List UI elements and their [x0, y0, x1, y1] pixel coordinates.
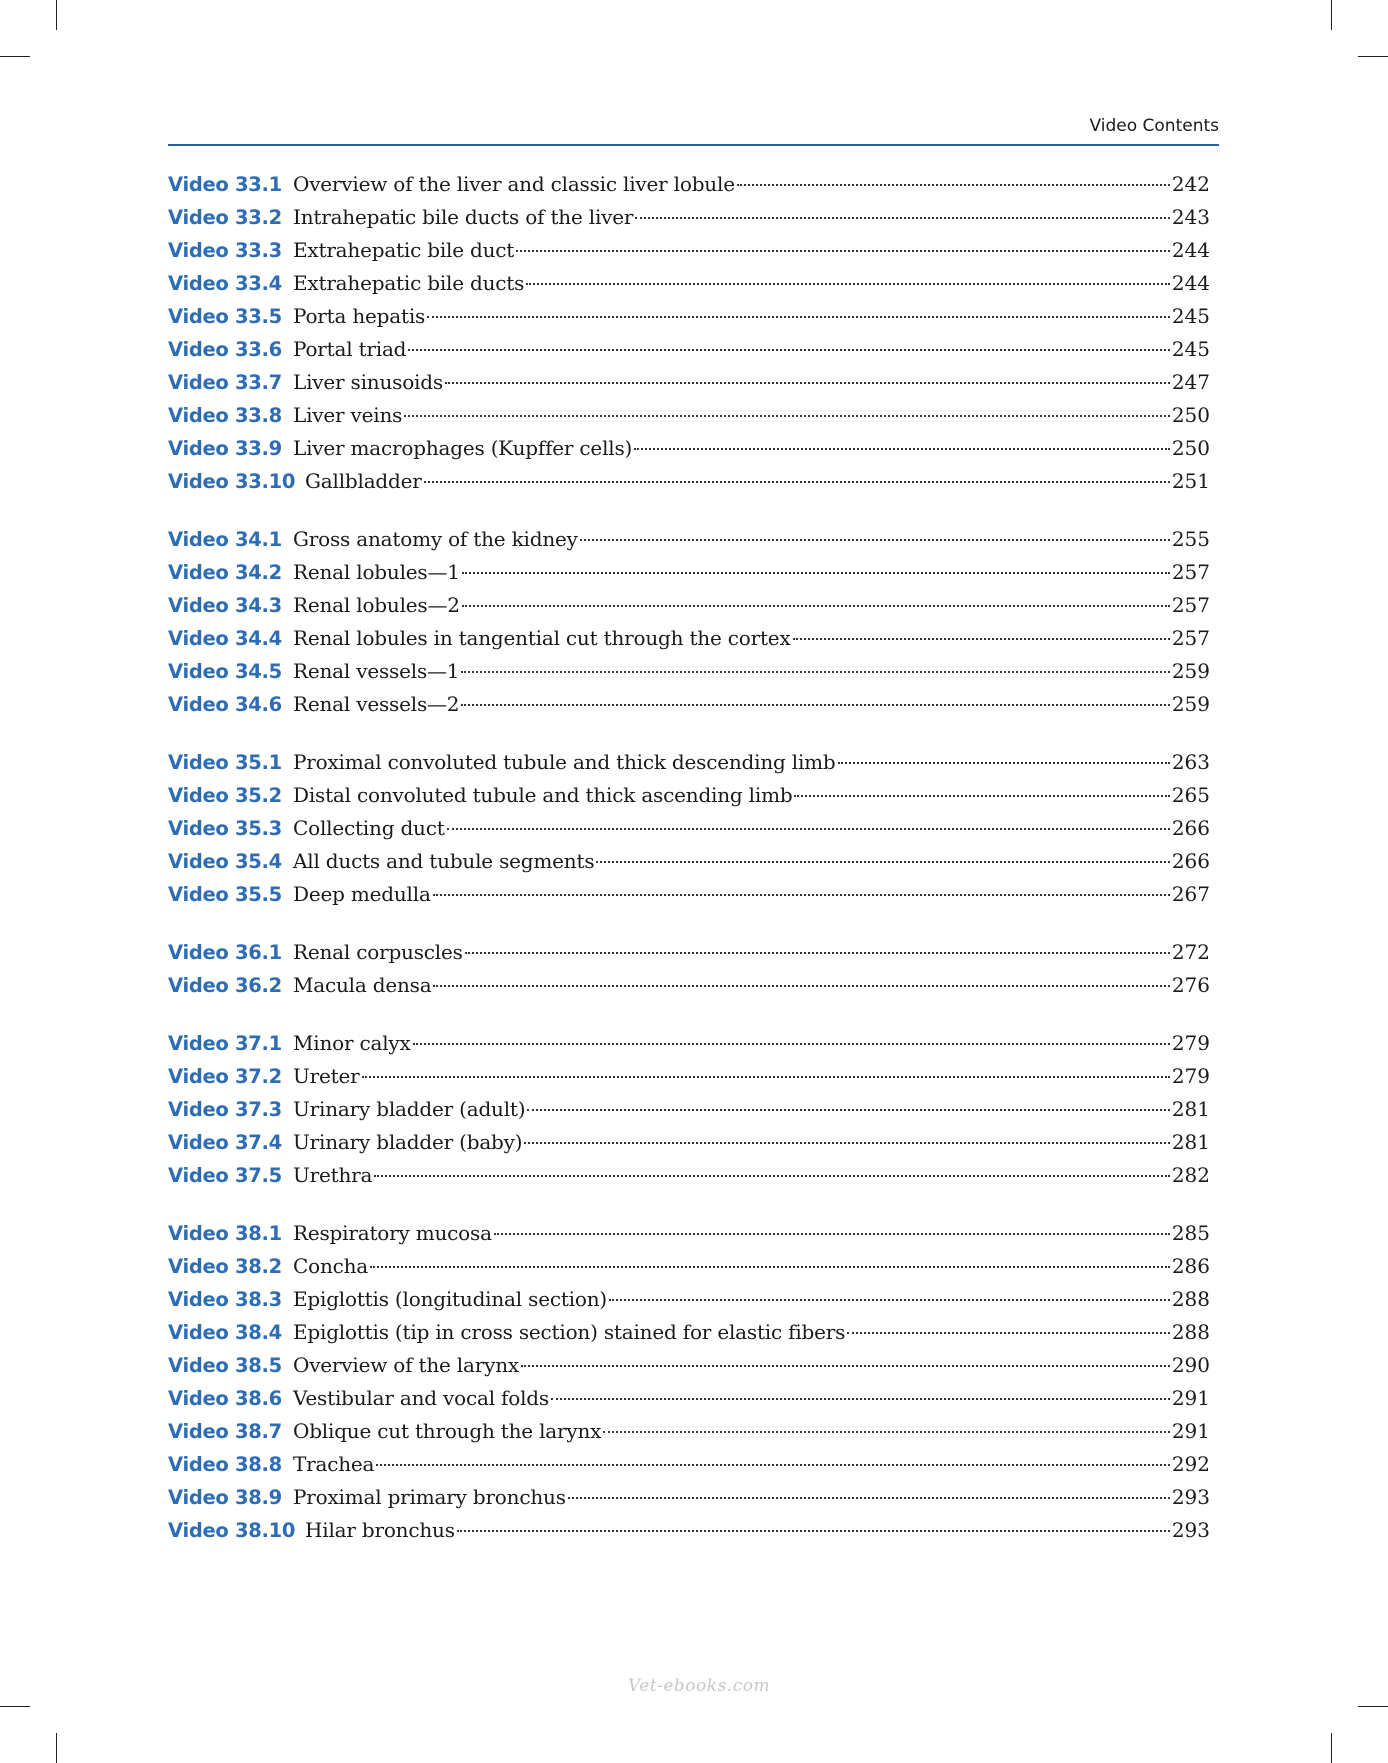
page-number: 257: [1171, 626, 1210, 650]
video-title: Renal lobules in tangential cut through the cortex: [293, 626, 791, 650]
video-title: Renal corpuscles: [293, 940, 463, 964]
video-title: Concha: [293, 1254, 369, 1278]
toc-entry[interactable]: [168, 1382, 1210, 1415]
page-number: 257: [1171, 593, 1210, 617]
dot-leader: [527, 1103, 1169, 1111]
crop-mark: [56, 0, 57, 30]
dot-leader: [551, 1392, 1170, 1400]
page-number: 242: [1171, 172, 1210, 196]
dot-leader: [737, 178, 1170, 186]
page-number: 291: [1171, 1419, 1210, 1443]
video-number: Video 37.5: [168, 1164, 282, 1187]
video-number: Video 34.5: [168, 660, 282, 683]
video-title: Distal convoluted tubule and thick ascending limb: [293, 783, 793, 807]
page-number: 285: [1171, 1221, 1210, 1245]
video-number: Video 37.2: [168, 1065, 282, 1088]
video-number: Video 33.7: [168, 371, 282, 394]
header-title: Video Contents: [1089, 116, 1219, 136]
toc-entry[interactable]: [168, 333, 1210, 366]
toc-entry[interactable]: [168, 366, 1210, 399]
video-number: Video 33.3: [168, 239, 282, 262]
crop-mark: [1331, 0, 1332, 30]
video-title: Hilar bronchus: [305, 1518, 455, 1542]
dot-leader: [462, 599, 1170, 607]
video-title: Intrahepatic bile ducts of the liver: [293, 205, 634, 229]
page-number: 259: [1171, 692, 1210, 716]
dot-leader: [793, 632, 1170, 640]
dot-leader: [462, 566, 1170, 574]
video-title: Urinary bladder (baby): [293, 1130, 523, 1154]
toc-entry[interactable]: [168, 1217, 1210, 1250]
watermark-logo: Vet-ebooks.com: [628, 1676, 771, 1696]
video-number: Video 34.2: [168, 561, 282, 584]
video-title: Urinary bladder (adult): [293, 1097, 526, 1121]
toc-entry[interactable]: [168, 556, 1210, 589]
toc-entry[interactable]: [168, 779, 1210, 812]
page-number: 279: [1171, 1064, 1210, 1088]
page-number: 266: [1171, 849, 1210, 873]
toc-group: [168, 1217, 1210, 1547]
dot-leader: [838, 756, 1170, 764]
video-title: Porta hepatis: [293, 304, 426, 328]
page-number: 259: [1171, 659, 1210, 683]
page-number: 276: [1171, 973, 1210, 997]
video-title: Renal lobules—1: [293, 560, 460, 584]
video-number: Video 35.4: [168, 850, 282, 873]
toc-entry[interactable]: [168, 1283, 1210, 1316]
video-number: Video 38.4: [168, 1321, 282, 1344]
video-title: Epiglottis (longitudinal section): [293, 1287, 607, 1311]
video-number: Video 33.10: [168, 470, 296, 493]
video-title: Proximal primary bronchus: [293, 1485, 566, 1509]
page-number: 251: [1171, 469, 1210, 493]
dot-leader: [635, 211, 1170, 219]
crop-mark: [1358, 1706, 1388, 1707]
page-number: 250: [1171, 436, 1210, 460]
video-number: Video 38.10: [168, 1519, 296, 1542]
dot-leader: [634, 442, 1170, 450]
dot-leader: [376, 1458, 1170, 1466]
video-number: Video 33.9: [168, 437, 282, 460]
page-number: 244: [1171, 271, 1210, 295]
dot-leader: [413, 1037, 1170, 1045]
page-number: 245: [1171, 337, 1210, 361]
toc-entry[interactable]: [168, 1027, 1210, 1060]
dot-leader: [516, 244, 1170, 252]
page-number: 255: [1171, 527, 1210, 551]
dot-leader: [427, 310, 1170, 318]
video-title: Deep medulla: [293, 882, 431, 906]
toc-entry[interactable]: [168, 1126, 1210, 1159]
dot-leader: [424, 475, 1170, 483]
video-number: Video 34.1: [168, 528, 282, 551]
dot-leader: [847, 1326, 1170, 1334]
video-title: Renal lobules—2: [293, 593, 460, 617]
dot-leader: [447, 822, 1170, 830]
video-title: Liver sinusoids: [293, 370, 443, 394]
page-number: 263: [1171, 750, 1210, 774]
video-title: Epiglottis (tip in cross section) stained for elastic fibers: [293, 1320, 846, 1344]
video-number: Video 36.2: [168, 974, 282, 997]
video-number: Video 34.6: [168, 693, 282, 716]
dot-leader: [465, 946, 1170, 954]
page-number: 288: [1171, 1287, 1210, 1311]
toc-entry[interactable]: [168, 300, 1210, 333]
page-number: 279: [1171, 1031, 1210, 1055]
page-number: 266: [1171, 816, 1210, 840]
video-number: Video 35.1: [168, 751, 282, 774]
toc-entry[interactable]: [168, 432, 1210, 465]
toc-entry[interactable]: [168, 1415, 1210, 1448]
dot-leader: [461, 665, 1169, 673]
running-header: [168, 116, 1219, 146]
page-number: 257: [1171, 560, 1210, 584]
toc-entry[interactable]: [168, 1481, 1210, 1514]
video-number: Video 38.5: [168, 1354, 282, 1377]
page-number: 243: [1171, 205, 1210, 229]
dot-leader: [603, 1425, 1170, 1433]
toc-entry[interactable]: [168, 655, 1210, 688]
crop-mark: [1331, 1733, 1332, 1763]
video-number: Video 37.4: [168, 1131, 282, 1154]
toc-entry[interactable]: [168, 878, 1210, 911]
toc-group: [168, 746, 1210, 911]
video-title: Overview of the larynx: [293, 1353, 519, 1377]
dot-leader: [580, 533, 1170, 541]
video-title: Respiratory mucosa: [293, 1221, 492, 1245]
toc-entry[interactable]: [168, 1316, 1210, 1349]
page-number: 281: [1171, 1130, 1210, 1154]
toc-entry[interactable]: [168, 523, 1210, 556]
video-title: All ducts and tubule segments: [293, 849, 595, 873]
crop-mark: [1358, 56, 1388, 57]
video-number: Video 33.2: [168, 206, 282, 229]
crop-mark: [0, 56, 30, 57]
toc-entry[interactable]: [168, 1514, 1210, 1547]
toc-entry[interactable]: [168, 936, 1210, 969]
page-number: 293: [1171, 1518, 1210, 1542]
page-number: 247: [1171, 370, 1210, 394]
toc-entry[interactable]: [168, 969, 1210, 1002]
video-number: Video 38.2: [168, 1255, 282, 1278]
toc-entry[interactable]: [168, 1250, 1210, 1283]
video-number: Video 35.5: [168, 883, 282, 906]
toc-group: [168, 936, 1210, 1002]
video-title: Extrahepatic bile duct: [293, 238, 515, 262]
page-number: 282: [1171, 1163, 1210, 1187]
toc-entry[interactable]: [168, 399, 1210, 432]
page-number: 290: [1171, 1353, 1210, 1377]
video-contents-list: [168, 168, 1210, 1572]
dot-leader: [526, 277, 1170, 285]
video-number: Video 33.8: [168, 404, 282, 427]
toc-entry[interactable]: [168, 267, 1210, 300]
video-title: Gallbladder: [305, 469, 422, 493]
video-number: Video 38.3: [168, 1288, 282, 1311]
toc-entry[interactable]: [168, 1060, 1210, 1093]
page-number: 272: [1171, 940, 1210, 964]
video-title: Vestibular and vocal folds: [293, 1386, 549, 1410]
dot-leader: [521, 1359, 1170, 1367]
dot-leader: [433, 979, 1169, 987]
video-number: Video 38.9: [168, 1486, 282, 1509]
video-number: Video 37.1: [168, 1032, 282, 1055]
video-title: Gross anatomy of the kidney: [293, 527, 578, 551]
video-title: Macula densa: [293, 973, 432, 997]
page-number: 267: [1171, 882, 1210, 906]
toc-entry[interactable]: [168, 465, 1210, 498]
toc-group: [168, 168, 1210, 498]
dot-leader: [568, 1491, 1170, 1499]
dot-leader: [524, 1136, 1169, 1144]
video-title: Portal triad: [293, 337, 407, 361]
toc-entry[interactable]: [168, 1159, 1210, 1192]
dot-leader: [457, 1524, 1170, 1532]
page-number: 286: [1171, 1254, 1210, 1278]
dot-leader: [433, 888, 1170, 896]
toc-group: [168, 523, 1210, 721]
toc-entry[interactable]: [168, 622, 1210, 655]
video-title: Overview of the liver and classic liver lobule: [293, 172, 735, 196]
dot-leader: [596, 855, 1169, 863]
video-number: Video 33.6: [168, 338, 282, 361]
video-number: Video 38.8: [168, 1453, 282, 1476]
toc-group: [168, 1027, 1210, 1192]
dot-leader: [609, 1293, 1170, 1301]
video-number: Video 38.1: [168, 1222, 282, 1245]
video-number: Video 38.7: [168, 1420, 282, 1443]
page-number: 292: [1171, 1452, 1210, 1476]
dot-leader: [362, 1070, 1170, 1078]
toc-entry[interactable]: [168, 688, 1210, 721]
dot-leader: [494, 1227, 1170, 1235]
page-number: 244: [1171, 238, 1210, 262]
video-title: Renal vessels—2: [293, 692, 460, 716]
video-number: Video 34.3: [168, 594, 282, 617]
video-title: Oblique cut through the larynx: [293, 1419, 602, 1443]
toc-entry[interactable]: [168, 1448, 1210, 1481]
video-number: Video 35.2: [168, 784, 282, 807]
video-number: Video 33.5: [168, 305, 282, 328]
dot-leader: [370, 1260, 1170, 1268]
toc-entry[interactable]: [168, 589, 1210, 622]
video-title: Renal vessels—1: [293, 659, 460, 683]
page-number: 265: [1171, 783, 1210, 807]
toc-entry[interactable]: [168, 1349, 1210, 1382]
video-number: Video 34.4: [168, 627, 282, 650]
video-title: Ureter: [293, 1064, 360, 1088]
dot-leader: [794, 789, 1169, 797]
page-number: 281: [1171, 1097, 1210, 1121]
toc-entry[interactable]: [168, 234, 1210, 267]
dot-leader: [404, 409, 1170, 417]
page-number: 291: [1171, 1386, 1210, 1410]
page-number: 293: [1171, 1485, 1210, 1509]
video-number: Video 35.3: [168, 817, 282, 840]
video-title: Collecting duct: [293, 816, 445, 840]
dot-leader: [374, 1169, 1170, 1177]
video-title: Proximal convoluted tubule and thick descending limb: [293, 750, 836, 774]
page-number: 250: [1171, 403, 1210, 427]
dot-leader: [461, 698, 1169, 706]
toc-entry[interactable]: [168, 812, 1210, 845]
video-title: Liver macrophages (Kupffer cells): [293, 436, 633, 460]
video-number: Video 33.1: [168, 173, 282, 196]
video-number: Video 33.4: [168, 272, 282, 295]
crop-mark: [0, 1706, 30, 1707]
dot-leader: [408, 343, 1170, 351]
video-title: Extrahepatic bile ducts: [293, 271, 525, 295]
video-title: Urethra: [293, 1163, 373, 1187]
toc-entry[interactable]: [168, 845, 1210, 878]
toc-entry[interactable]: [168, 1093, 1210, 1126]
toc-entry[interactable]: [168, 168, 1210, 201]
page-number: 245: [1171, 304, 1210, 328]
video-title: Trachea: [293, 1452, 375, 1476]
crop-mark: [56, 1733, 57, 1763]
page-number: 288: [1171, 1320, 1210, 1344]
video-number: Video 38.6: [168, 1387, 282, 1410]
video-number: Video 37.3: [168, 1098, 282, 1121]
dot-leader: [445, 376, 1170, 384]
video-number: Video 36.1: [168, 941, 282, 964]
toc-entry[interactable]: [168, 201, 1210, 234]
toc-entry[interactable]: [168, 746, 1210, 779]
video-title: Minor calyx: [293, 1031, 411, 1055]
video-title: Liver veins: [293, 403, 403, 427]
